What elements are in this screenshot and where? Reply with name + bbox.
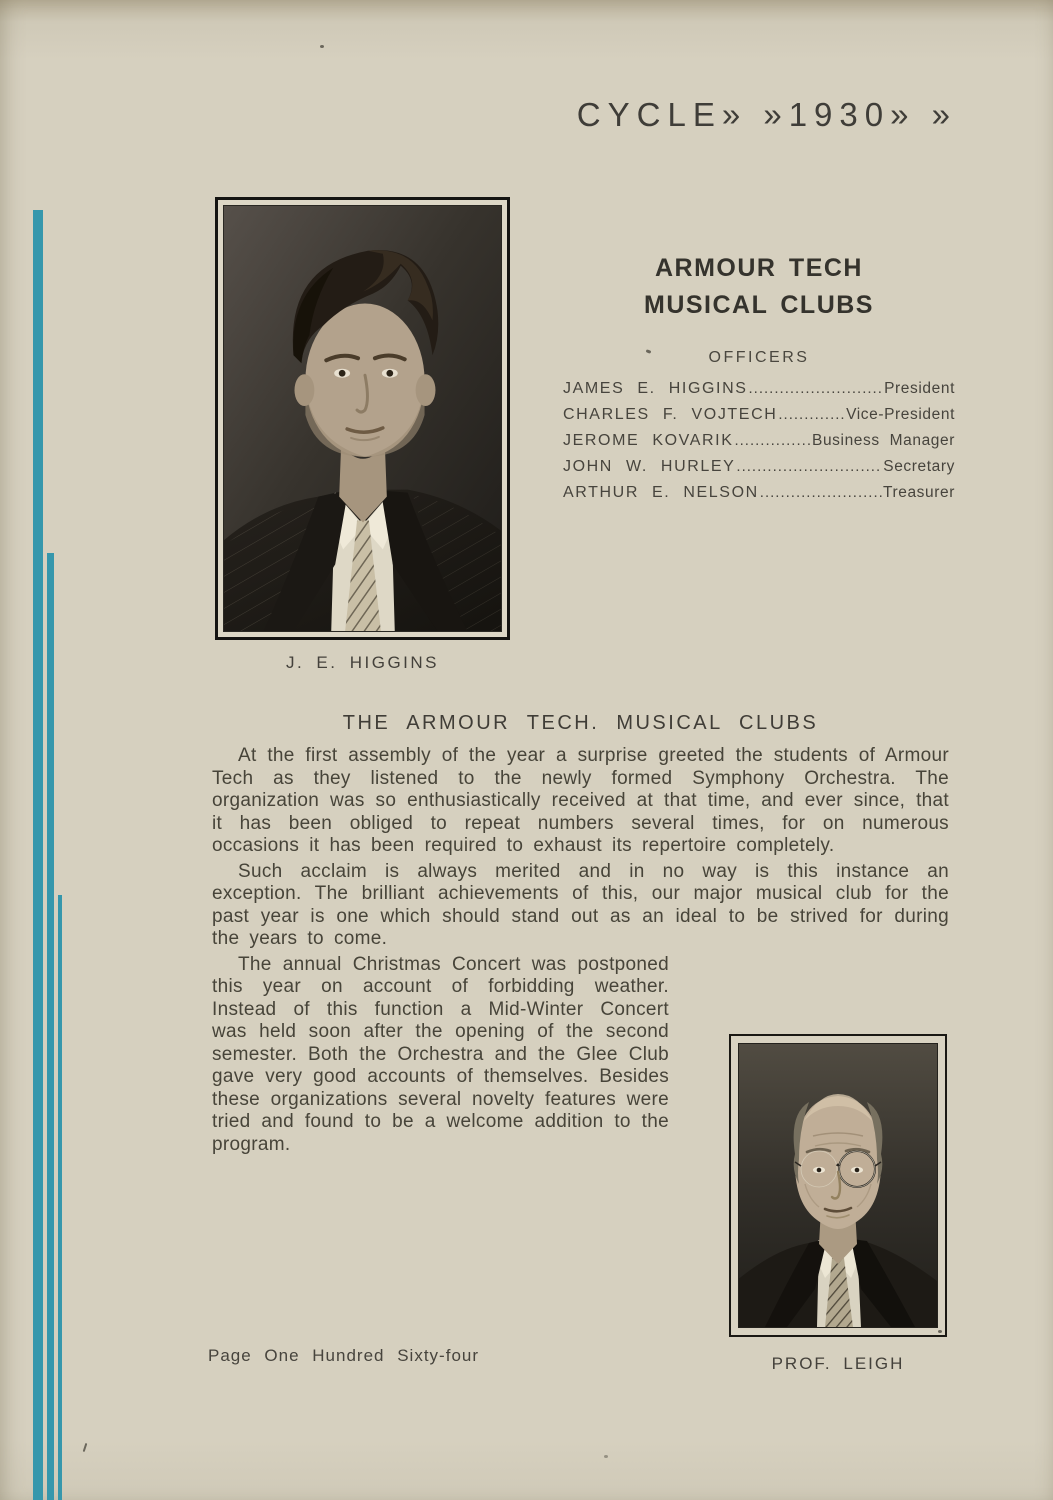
club-title: [563, 250, 955, 324]
dot-leader: [760, 484, 882, 501]
club-block: [563, 250, 955, 510]
officer-name: JAMES E. HIGGINS: [563, 380, 748, 397]
dot-leader: [778, 406, 845, 423]
paper-speck: [320, 45, 324, 48]
article-body: [212, 745, 949, 1375]
portrait-higgins-caption: J. E. HIGGINS: [285, 653, 440, 672]
officer-role: Treasurer: [882, 484, 955, 501]
page-number: Page One Hundred Sixty-four: [208, 1346, 480, 1365]
officer-name: CHARLES F. VOJTECH: [563, 406, 778, 423]
officer-role: Business Manager: [812, 432, 955, 449]
officer-row: [563, 380, 955, 406]
officer-row: [563, 432, 955, 458]
portrait-leigh-frame: [729, 1034, 947, 1337]
club-title-line1: ARMOUR TECH: [655, 254, 863, 282]
masthead-title: CYCLE» »1930» »: [576, 96, 957, 133]
officers-heading: OFFICERS: [708, 349, 810, 366]
officer-name: ARTHUR E. NELSON: [563, 484, 759, 501]
dot-leader: [736, 458, 882, 475]
teal-rule-medium: [47, 553, 54, 1500]
club-title-line2: MUSICAL CLUBS: [644, 291, 874, 319]
teal-rule-thin: [58, 895, 62, 1500]
teal-rule-thick: [33, 210, 43, 1500]
article-paragraph-2: Such acclaim is always merited and in no way is this instance an exception. The brilliant achievements of this, our major musical club for the past year is one which should stand out as an ideal to be strived for during the years to come.: [212, 860, 949, 949]
article-paragraph-3: The annual Christmas Concert was postponed this year on account of forbidding weather. Instead of this function a Mid-Winter Concert was held soon after the opening of the second semester. Both the Orchestra and the Glee Club gave very good accounts of themselves. Besides these organizations several novelty features were tried and found to be a welcome addition to the program.: [212, 953, 669, 1155]
portrait-leigh-caption: PROF. LEIGH: [771, 1353, 905, 1373]
officer-role: Vice-President: [846, 406, 955, 423]
dot-leader: [749, 380, 884, 397]
officers-list: [563, 380, 955, 510]
officer-role: Secretary: [883, 458, 955, 475]
paper-speck: [938, 1330, 942, 1333]
portrait-higgins-frame: [215, 197, 510, 640]
portrait-leigh-illustration: [739, 1044, 937, 1327]
portrait-higgins-illustration: [224, 206, 501, 631]
officer-role: President: [884, 380, 955, 397]
officer-name: JOHN W. HURLEY: [563, 458, 736, 475]
portrait-higgins-photo: [223, 205, 502, 632]
article-heading: THE ARMOUR TECH. MUSICAL CLUBS: [342, 712, 819, 734]
article-paragraph-1: At the first assembly of the year a surprise greeted the students of Armour Tech as they listened to the newly formed Symphony Orchestra. The organization was so enthusiastically received at that time, and ever since, that it has been obliged to repeat numbers several times, for on numerous occasions it has been required to exhaust its repertoire completely.: [212, 745, 949, 856]
officer-row: [563, 484, 955, 510]
portrait-leigh-photo: [738, 1043, 938, 1328]
paper-speck: [604, 1455, 608, 1458]
paper-speck: [83, 1443, 88, 1452]
officer-name: JEROME KOVARIK: [563, 432, 734, 449]
officer-row: [563, 458, 955, 484]
officer-row: [563, 406, 955, 432]
dot-leader: [734, 432, 811, 449]
portrait-leigh-block: [683, 1034, 949, 1376]
